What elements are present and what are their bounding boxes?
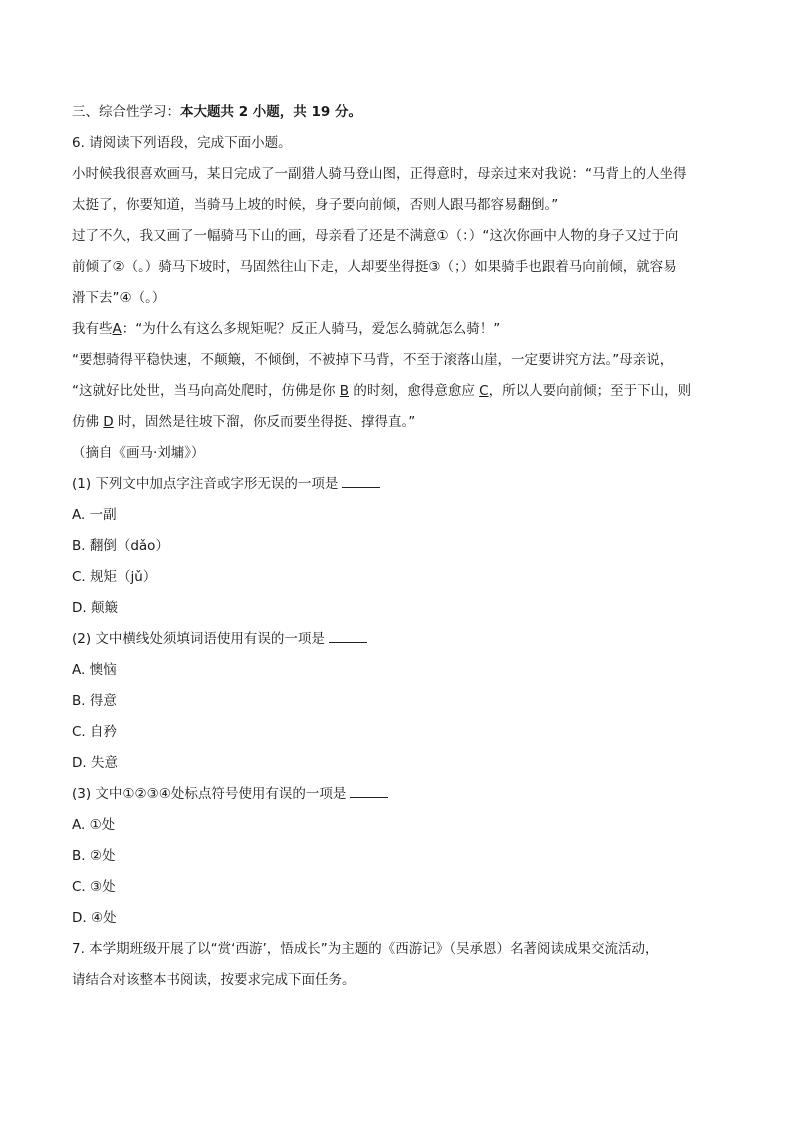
passage-text: ，所以人要向前倾；至于下山，则 [488,383,692,399]
option-d: D. 失意 [72,755,118,771]
option-b: B. 翻倒（dǎo） [72,538,169,554]
option-a: A. 一副 [72,507,117,523]
question-7-line: 请结合对该整本书阅读，按要求完成下面任务。 [72,972,356,988]
passage-line: 过了不久，我又画了一幅骑马下山的画，母亲看了还是不满意①（：）“这次你画中人物的身子又过于向 [72,228,679,244]
document-page [72,102,724,990]
answer-blank [350,784,388,798]
passage-text: 仿佛 [72,414,104,430]
option-c: C. 规矩（jǔ） [72,569,157,585]
passage-line: 滑下去”④（。） [72,290,166,306]
section-score: 本大题共 2 小题，共 19 分。 [180,104,362,120]
passage-text: 的时刻，愈得意愈应 [349,383,480,399]
blank-marker-b: B [339,383,350,399]
passage-text: 时，固然是往坡下溜，你反而要坐得挺、撑得直。” [113,414,416,430]
sub-question-text: (2) 文中横线处须填词语使用有误的一项是 [72,631,325,647]
passage-line: 太挺了，你要知道，当骑马上坡的时候，身子要向前倾，否则人跟马都容易翻倒。” [72,197,559,213]
sub-question-text: (1) 下列文中加点字注音或字形无误的一项是 [72,476,339,492]
option-c: C. 自矜 [72,724,118,740]
passage-line: 前倾了②（。）骑马下坡时，马固然往山下走，人却要坐得挺③（；）如果骑手也跟着马向前倾，就容易 [72,259,677,275]
passage-text: ：“为什么有这么多规矩呢？反正人骑马，爱怎么骑就怎么骑！” [121,321,501,337]
option-a: A. 懊恼 [72,662,117,678]
question-7-line: 7. 本学期班级开展了以“赏‘西游’，悟成长”为主题的《西游记》（吴承恩）名著阅读成果交流活动， [72,941,659,957]
sub-question-3 [72,784,724,804]
passage-line: “要想骑得平稳快速，不颠簸，不倾倒，不被掉下马背，不至于滚落山崖，一定要讲究方法。”母亲说， [72,352,674,368]
sub-question-2 [72,629,724,649]
option-c: C. ③处 [72,879,116,895]
passage-text: “这就好比处世，当马向高处爬时，仿佛是你 [72,383,340,399]
section-heading [72,102,724,122]
option-b: B. ②处 [72,848,116,864]
section-prefix: 三、综合性学习： [72,104,180,120]
answer-blank [342,474,380,488]
passage-line: 小时候我很喜欢画马，某日完成了一副猎人骑马登山图，正得意时，母亲过来对我说：“马背上的人坐得 [72,166,687,182]
sub-question-text: (3) 文中①②③④处标点符号使用有误的一项是 [72,786,347,802]
passage-source: （摘自《画马·刘墉》） [72,445,205,461]
answer-blank [329,629,367,643]
passage-line [72,412,724,432]
passage-text: 我有些 [72,321,113,337]
sub-question-1 [72,474,724,494]
option-b: B. 得意 [72,693,117,709]
blank-marker-c: C [479,383,489,399]
option-a: A. ①处 [72,817,116,833]
question-6-heading: 6. 请阅读下列语段，完成下面小题。 [72,135,292,151]
option-d: D. 颠簸 [72,600,118,616]
blank-marker-a: A [112,321,122,337]
passage-line [72,381,724,401]
blank-marker-d: D [103,414,114,430]
option-d: D. ④处 [72,910,117,926]
passage-line [72,319,724,339]
